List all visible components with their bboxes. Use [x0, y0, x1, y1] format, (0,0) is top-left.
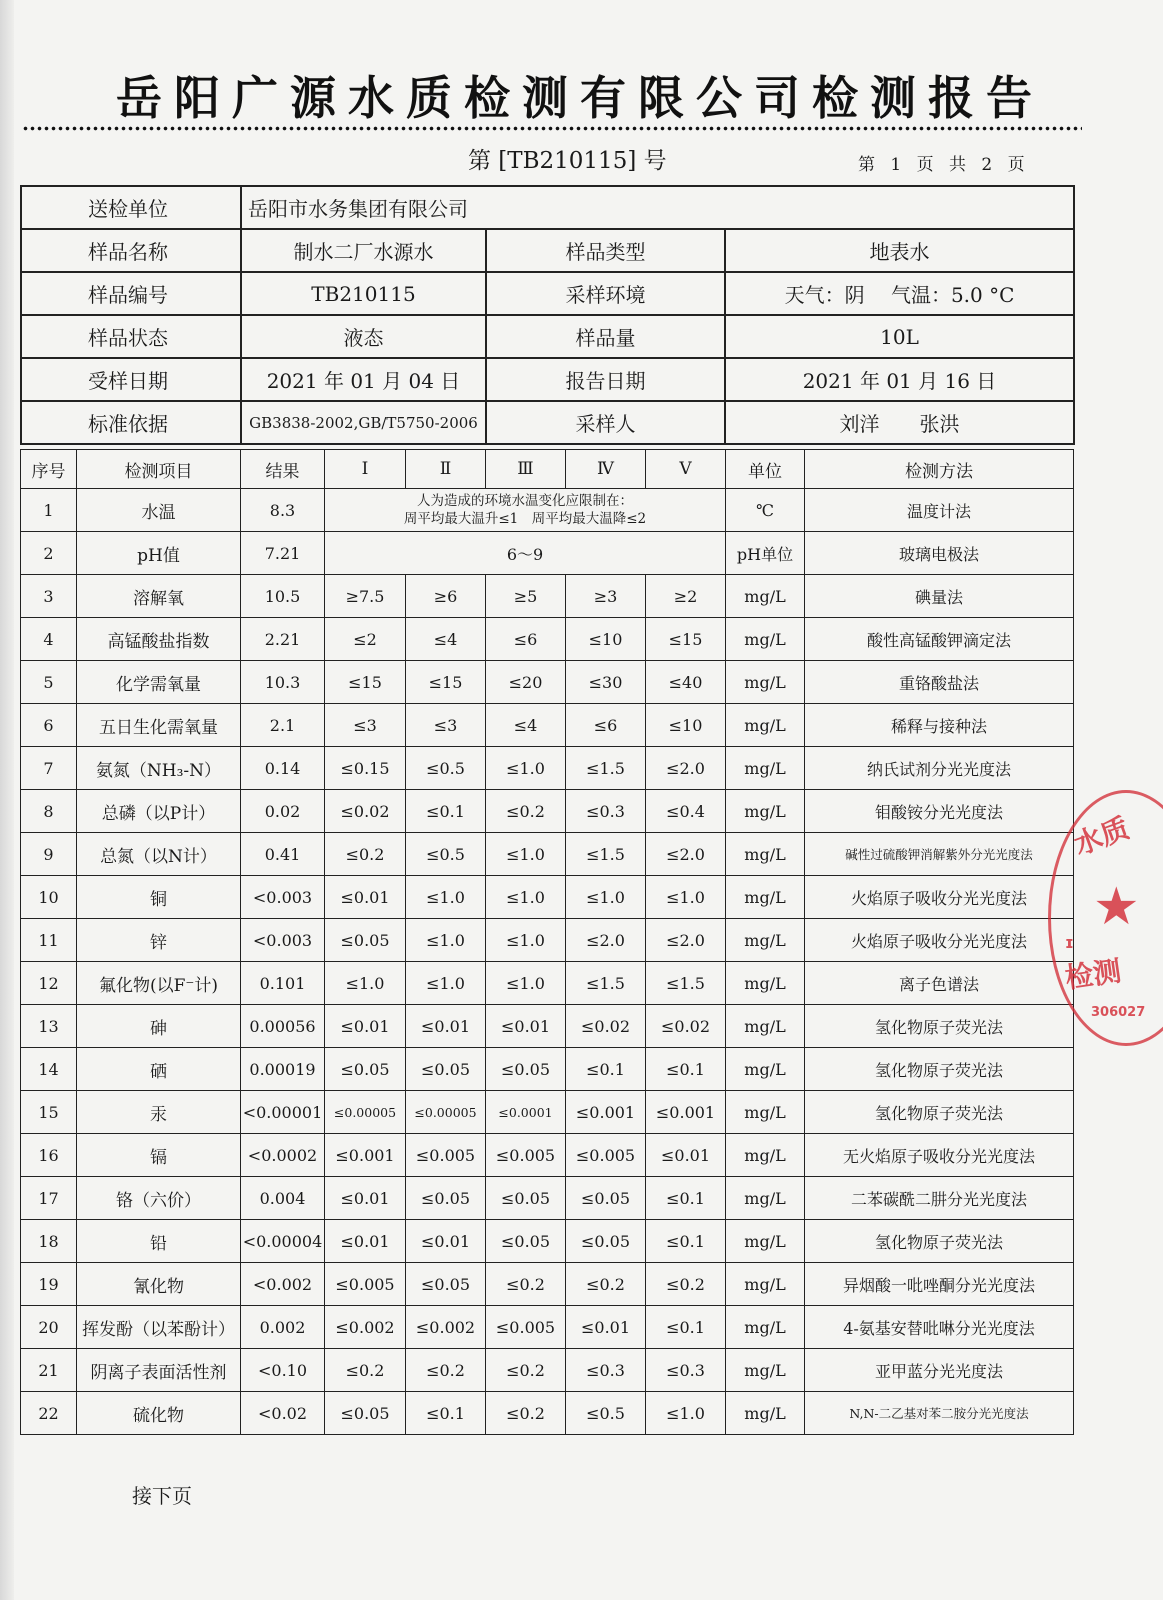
test-method: 酸性高锰酸钾滴定法: [805, 618, 1074, 661]
test-item: 阴离子表面活性剂: [77, 1349, 241, 1392]
class-limit-5: ≤0.1: [646, 1306, 726, 1349]
class-limit-3: ≥5: [486, 575, 566, 618]
class-limit-5: ≤1.5: [646, 962, 726, 1005]
class-limit-4: ≤0.001: [566, 1091, 646, 1134]
test-method: 异烟酸一吡唑酮分光光度法: [805, 1263, 1074, 1306]
table-row: [21, 661, 1074, 704]
received-date-value: 2021 年 01 月 04 日: [241, 358, 486, 401]
row-number: 14: [21, 1048, 77, 1091]
column-header: 检测项目: [77, 450, 241, 489]
table-row: [21, 575, 1074, 618]
unit: ℃: [726, 489, 805, 532]
test-result: <0.0002: [241, 1134, 325, 1177]
column-header: 检测方法: [805, 450, 1074, 489]
sample-no-label: 样品编号: [21, 272, 241, 315]
sample-info-table: [20, 185, 1075, 445]
class-limit-4: ≤10: [566, 618, 646, 661]
class-limit-2: ≤0.5: [406, 833, 486, 876]
test-result: <0.002: [241, 1263, 325, 1306]
row-number: 4: [21, 618, 77, 661]
seal-text-bottom: 检测: [1063, 954, 1124, 995]
row-number: 9: [21, 833, 77, 876]
unit: mg/L: [726, 1392, 805, 1435]
test-item: 硫化物: [77, 1392, 241, 1435]
unit: mg/L: [726, 1005, 805, 1048]
test-method: 碱性过硫酸钾消解紫外分光光度法: [805, 833, 1074, 876]
test-method: 亚甲蓝分光光度法: [805, 1349, 1074, 1392]
test-item: 氟化物(以F⁻计): [77, 962, 241, 1005]
class-limit-3: ≤0.05: [486, 1177, 566, 1220]
test-item: 砷: [77, 1005, 241, 1048]
table-row: [21, 1091, 1074, 1134]
class-limit-3: ≤0.005: [486, 1306, 566, 1349]
row-number: 21: [21, 1349, 77, 1392]
row-number: 17: [21, 1177, 77, 1220]
header-row: [21, 450, 1074, 489]
row-number: 18: [21, 1220, 77, 1263]
seal-mark: ɪ: [1065, 933, 1074, 952]
test-item: 总氮（以N计）: [77, 833, 241, 876]
class-limit-2: ≤0.05: [406, 1263, 486, 1306]
row-number: 22: [21, 1392, 77, 1435]
class-limit-4: ≤1.5: [566, 747, 646, 790]
class-limit-4: ≤1.5: [566, 962, 646, 1005]
page-indicator: 第 1 页 共 2 页: [858, 155, 1025, 175]
test-result: <0.003: [241, 876, 325, 919]
test-method: 纳氏试剂分光光度法: [805, 747, 1074, 790]
test-result: 0.004: [241, 1177, 325, 1220]
class-limit-4: ≤1.5: [566, 833, 646, 876]
standard-value: GB3838-2002,GB/T5750-2006: [241, 401, 486, 444]
sampler-value: 刘洋 张洪: [725, 401, 1074, 444]
limit-range: 6～9: [325, 532, 726, 575]
class-limit-2: ≤15: [406, 661, 486, 704]
env-label: 采样环境: [486, 272, 725, 315]
class-limit-5: ≤0.3: [646, 1349, 726, 1392]
dotted-divider: [22, 126, 1082, 131]
test-method: 温度计法: [805, 489, 1074, 532]
class-limit-2: ≤1.0: [406, 876, 486, 919]
test-item: 锌: [77, 919, 241, 962]
sample-type-label: 样品类型: [486, 229, 725, 272]
class-limit-1: ≤0.05: [325, 919, 406, 962]
column-header: Ⅰ: [325, 450, 406, 489]
class-limit-1: ≤0.00005: [325, 1091, 406, 1134]
test-item: 氰化物: [77, 1263, 241, 1306]
row-number: 5: [21, 661, 77, 704]
row-number: 13: [21, 1005, 77, 1048]
unit: mg/L: [726, 1091, 805, 1134]
class-limit-4: ≤30: [566, 661, 646, 704]
test-result: <0.003: [241, 919, 325, 962]
page-edge: [0, 0, 14, 1600]
class-limit-1: ≤0.02: [325, 790, 406, 833]
table-row: [21, 919, 1074, 962]
test-result: 10.5: [241, 575, 325, 618]
unit: mg/L: [726, 1349, 805, 1392]
state-label: 样品状态: [21, 315, 241, 358]
class-limit-5: ≤0.4: [646, 790, 726, 833]
class-limit-4: ≤0.01: [566, 1306, 646, 1349]
test-result: <0.10: [241, 1349, 325, 1392]
class-limit-1: ≤3: [325, 704, 406, 747]
unit: mg/L: [726, 962, 805, 1005]
class-limit-2: ≤0.1: [406, 1392, 486, 1435]
standard-label: 标准依据: [21, 401, 241, 444]
class-limit-3: ≤1.0: [486, 962, 566, 1005]
class-limit-3: ≤0.2: [486, 1349, 566, 1392]
test-item: pH值: [77, 532, 241, 575]
row-number: 19: [21, 1263, 77, 1306]
class-limit-2: ≤1.0: [406, 962, 486, 1005]
class-limit-5: ≤0.02: [646, 1005, 726, 1048]
class-limit-3: ≤0.005: [486, 1134, 566, 1177]
unit: mg/L: [726, 747, 805, 790]
test-result: <0.02: [241, 1392, 325, 1435]
class-limit-1: ≤0.01: [325, 1220, 406, 1263]
column-header: Ⅴ: [646, 450, 726, 489]
column-header: 单位: [726, 450, 805, 489]
unit: mg/L: [726, 1306, 805, 1349]
class-limit-3: ≤0.05: [486, 1048, 566, 1091]
test-item: 高锰酸盐指数: [77, 618, 241, 661]
class-limit-2: ≤4: [406, 618, 486, 661]
test-method: 氢化物原子荧光法: [805, 1005, 1074, 1048]
class-limit-1: ≤0.001: [325, 1134, 406, 1177]
sample-name-value: 制水二厂水源水: [241, 229, 486, 272]
row-number: 10: [21, 876, 77, 919]
test-item: 总磷（以P计）: [77, 790, 241, 833]
sample-no-value: TB210115: [241, 272, 486, 315]
test-item: 汞: [77, 1091, 241, 1134]
table-row: [21, 489, 1074, 532]
class-limit-5: ≥2: [646, 575, 726, 618]
class-limit-5: ≤1.0: [646, 876, 726, 919]
row-number: 20: [21, 1306, 77, 1349]
class-limit-5: ≤0.2: [646, 1263, 726, 1306]
table-row: [21, 747, 1074, 790]
test-method: 玻璃电极法: [805, 532, 1074, 575]
seal-text-top: 水质: [1069, 811, 1134, 862]
class-limit-1: ≤1.0: [325, 962, 406, 1005]
class-limit-1: ≥7.5: [325, 575, 406, 618]
class-limit-3: ≤6: [486, 618, 566, 661]
table-row: [21, 790, 1074, 833]
table-row: [21, 876, 1074, 919]
test-method: 氢化物原子荧光法: [805, 1091, 1074, 1134]
class-limit-2: ≤3: [406, 704, 486, 747]
table-row: [21, 532, 1074, 575]
table-row: [21, 962, 1074, 1005]
sample-type-value: 地表水: [725, 229, 1074, 272]
class-limit-5: ≤2.0: [646, 747, 726, 790]
class-limit-2: ≥6: [406, 575, 486, 618]
class-limit-3: ≤4: [486, 704, 566, 747]
row-number: 1: [21, 489, 77, 532]
test-item: 硒: [77, 1048, 241, 1091]
test-method: 氢化物原子荧光法: [805, 1048, 1074, 1091]
class-limit-1: ≤0.05: [325, 1392, 406, 1435]
test-result: 0.41: [241, 833, 325, 876]
class-limit-2: ≤1.0: [406, 919, 486, 962]
test-result: <0.00001: [241, 1091, 325, 1134]
class-limit-3: ≤1.0: [486, 747, 566, 790]
unit: mg/L: [726, 704, 805, 747]
class-limit-2: ≤0.2: [406, 1349, 486, 1392]
column-header: Ⅳ: [566, 450, 646, 489]
class-limit-5: ≤0.1: [646, 1048, 726, 1091]
class-limit-1: ≤0.01: [325, 876, 406, 919]
test-method: N,N-二乙基对苯二胺分光光度法: [805, 1392, 1074, 1435]
results-body: [21, 450, 1074, 1435]
seal-star-icon: ★: [1093, 877, 1140, 937]
class-limit-4: ≤0.3: [566, 1349, 646, 1392]
test-method: 火焰原子吸收分光光度法: [805, 876, 1074, 919]
unit: mg/L: [726, 1177, 805, 1220]
class-limit-3: ≤0.2: [486, 790, 566, 833]
limit-note: 人为造成的环境水温变化应限制在： 周平均最大温升≤1 周平均最大温降≤2: [325, 489, 726, 532]
test-method: 无火焰原子吸收分光光度法: [805, 1134, 1074, 1177]
class-limit-1: ≤0.2: [325, 1349, 406, 1392]
test-item: 铜: [77, 876, 241, 919]
unit: mg/L: [726, 1263, 805, 1306]
unit: mg/L: [726, 790, 805, 833]
class-limit-1: ≤0.01: [325, 1005, 406, 1048]
class-limit-3: ≤0.2: [486, 1392, 566, 1435]
row-number: 7: [21, 747, 77, 790]
row-number: 6: [21, 704, 77, 747]
class-limit-2: ≤0.005: [406, 1134, 486, 1177]
unit: mg/L: [726, 661, 805, 704]
table-row: [21, 618, 1074, 661]
class-limit-5: ≤0.01: [646, 1134, 726, 1177]
class-limit-3: ≤1.0: [486, 876, 566, 919]
class-limit-1: ≤15: [325, 661, 406, 704]
row-number: 12: [21, 962, 77, 1005]
report-date-label: 报告日期: [486, 358, 725, 401]
class-limit-4: ≤1.0: [566, 876, 646, 919]
table-row: [21, 1306, 1074, 1349]
quantity-label: 样品量: [486, 315, 725, 358]
class-limit-5: ≤10: [646, 704, 726, 747]
class-limit-4: ≤0.1: [566, 1048, 646, 1091]
test-item: 氨氮（NH₃-N）: [77, 747, 241, 790]
test-method: 离子色谱法: [805, 962, 1074, 1005]
sampler-label: 采样人: [486, 401, 725, 444]
test-item: 铬（六价）: [77, 1177, 241, 1220]
test-result: 0.002: [241, 1306, 325, 1349]
class-limit-2: ≤0.002: [406, 1306, 486, 1349]
column-header: Ⅲ: [486, 450, 566, 489]
class-limit-2: ≤0.05: [406, 1177, 486, 1220]
class-limit-5: ≤0.001: [646, 1091, 726, 1134]
class-limit-3: ≤0.0001: [486, 1091, 566, 1134]
env-value: 天气：阴 气温：5.0 °C: [725, 272, 1074, 315]
test-item: 铅: [77, 1220, 241, 1263]
class-limit-4: ≤0.5: [566, 1392, 646, 1435]
row-number: 8: [21, 790, 77, 833]
unit: mg/L: [726, 919, 805, 962]
class-limit-2: ≤0.5: [406, 747, 486, 790]
class-limit-1: ≤0.002: [325, 1306, 406, 1349]
unit: mg/L: [726, 876, 805, 919]
class-limit-1: ≤0.01: [325, 1177, 406, 1220]
class-limit-2: ≤0.05: [406, 1048, 486, 1091]
class-limit-1: ≤0.2: [325, 833, 406, 876]
class-limit-5: ≤15: [646, 618, 726, 661]
column-header: 序号: [21, 450, 77, 489]
test-item: 溶解氧: [77, 575, 241, 618]
class-limit-5: ≤2.0: [646, 833, 726, 876]
unit: mg/L: [726, 1220, 805, 1263]
sample-name-label: 样品名称: [21, 229, 241, 272]
class-limit-2: ≤0.1: [406, 790, 486, 833]
class-limit-4: ≤0.2: [566, 1263, 646, 1306]
unit: mg/L: [726, 618, 805, 661]
class-limit-5: ≤0.1: [646, 1177, 726, 1220]
class-limit-1: ≤0.05: [325, 1048, 406, 1091]
test-item: 五日生化需氧量: [77, 704, 241, 747]
unit: pH单位: [726, 532, 805, 575]
class-limit-3: ≤1.0: [486, 833, 566, 876]
test-item: 镉: [77, 1134, 241, 1177]
report-date-value: 2021 年 01 月 16 日: [725, 358, 1074, 401]
table-row: [21, 1005, 1074, 1048]
class-limit-1: ≤2: [325, 618, 406, 661]
class-limit-2: ≤0.01: [406, 1220, 486, 1263]
client-label: 送检单位: [21, 186, 241, 229]
unit: mg/L: [726, 575, 805, 618]
table-row: [21, 1177, 1074, 1220]
class-limit-4: ≤2.0: [566, 919, 646, 962]
class-limit-4: ≤0.3: [566, 790, 646, 833]
test-result: 0.02: [241, 790, 325, 833]
column-header: 结果: [241, 450, 325, 489]
unit: mg/L: [726, 1048, 805, 1091]
seal-code: 306027: [1091, 1005, 1146, 1020]
class-limit-4: ≤0.02: [566, 1005, 646, 1048]
class-limit-3: ≤1.0: [486, 919, 566, 962]
test-result: 8.3: [241, 489, 325, 532]
test-result: <0.00004: [241, 1220, 325, 1263]
report-title: 岳阳广源水质检测有限公司检测报告: [116, 71, 1044, 125]
table-row: [21, 1263, 1074, 1306]
test-method: 二苯碳酰二肼分光光度法: [805, 1177, 1074, 1220]
class-limit-4: ≤6: [566, 704, 646, 747]
class-limit-5: ≤40: [646, 661, 726, 704]
state-value: 液态: [241, 315, 486, 358]
test-method: 4-氨基安替吡啉分光光度法: [805, 1306, 1074, 1349]
received-date-label: 受样日期: [21, 358, 241, 401]
row-number: 3: [21, 575, 77, 618]
class-limit-4: ≥3: [566, 575, 646, 618]
unit: mg/L: [726, 833, 805, 876]
test-method: 氢化物原子荧光法: [805, 1220, 1074, 1263]
test-result: 10.3: [241, 661, 325, 704]
class-limit-4: ≤0.05: [566, 1177, 646, 1220]
test-method: 火焰原子吸收分光光度法: [805, 919, 1074, 962]
table-row: [21, 1134, 1074, 1177]
test-method: 稀释与接种法: [805, 704, 1074, 747]
results-table: [20, 449, 1074, 1435]
test-result: 0.00019: [241, 1048, 325, 1091]
test-item: 化学需氧量: [77, 661, 241, 704]
test-method: 钼酸铵分光光度法: [805, 790, 1074, 833]
test-method: 碘量法: [805, 575, 1074, 618]
report-number: 第 [TB210115] 号: [468, 148, 667, 174]
test-item: 挥发酚（以苯酚计）: [77, 1306, 241, 1349]
table-row: [21, 1349, 1074, 1392]
class-limit-4: ≤0.005: [566, 1134, 646, 1177]
table-row: [21, 833, 1074, 876]
test-method: 重铬酸盐法: [805, 661, 1074, 704]
table-row: [21, 1048, 1074, 1091]
class-limit-5: ≤1.0: [646, 1392, 726, 1435]
test-item: 水温: [77, 489, 241, 532]
row-number: 16: [21, 1134, 77, 1177]
row-number: 15: [21, 1091, 77, 1134]
class-limit-3: ≤0.01: [486, 1005, 566, 1048]
row-number: 11: [21, 919, 77, 962]
class-limit-3: ≤0.2: [486, 1263, 566, 1306]
quantity-value: 10L: [725, 315, 1074, 358]
class-limit-3: ≤20: [486, 661, 566, 704]
class-limit-2: ≤0.01: [406, 1005, 486, 1048]
table-row: [21, 704, 1074, 747]
class-limit-3: ≤0.05: [486, 1220, 566, 1263]
test-result: 2.1: [241, 704, 325, 747]
client-value: 岳阳市水务集团有限公司: [241, 186, 1074, 229]
table-row: [21, 1220, 1074, 1263]
test-result: 7.21: [241, 532, 325, 575]
test-result: 0.14: [241, 747, 325, 790]
test-result: 2.21: [241, 618, 325, 661]
class-limit-2: ≤0.00005: [406, 1091, 486, 1134]
column-header: Ⅱ: [406, 450, 486, 489]
class-limit-1: ≤0.15: [325, 747, 406, 790]
test-result: 0.00056: [241, 1005, 325, 1048]
class-limit-5: ≤0.1: [646, 1220, 726, 1263]
continue-note: 接下页: [132, 1484, 192, 1508]
class-limit-5: ≤2.0: [646, 919, 726, 962]
row-number: 2: [21, 532, 77, 575]
table-row: [21, 1392, 1074, 1435]
unit: mg/L: [726, 1134, 805, 1177]
class-limit-1: ≤0.005: [325, 1263, 406, 1306]
test-result: 0.101: [241, 962, 325, 1005]
class-limit-4: ≤0.05: [566, 1220, 646, 1263]
